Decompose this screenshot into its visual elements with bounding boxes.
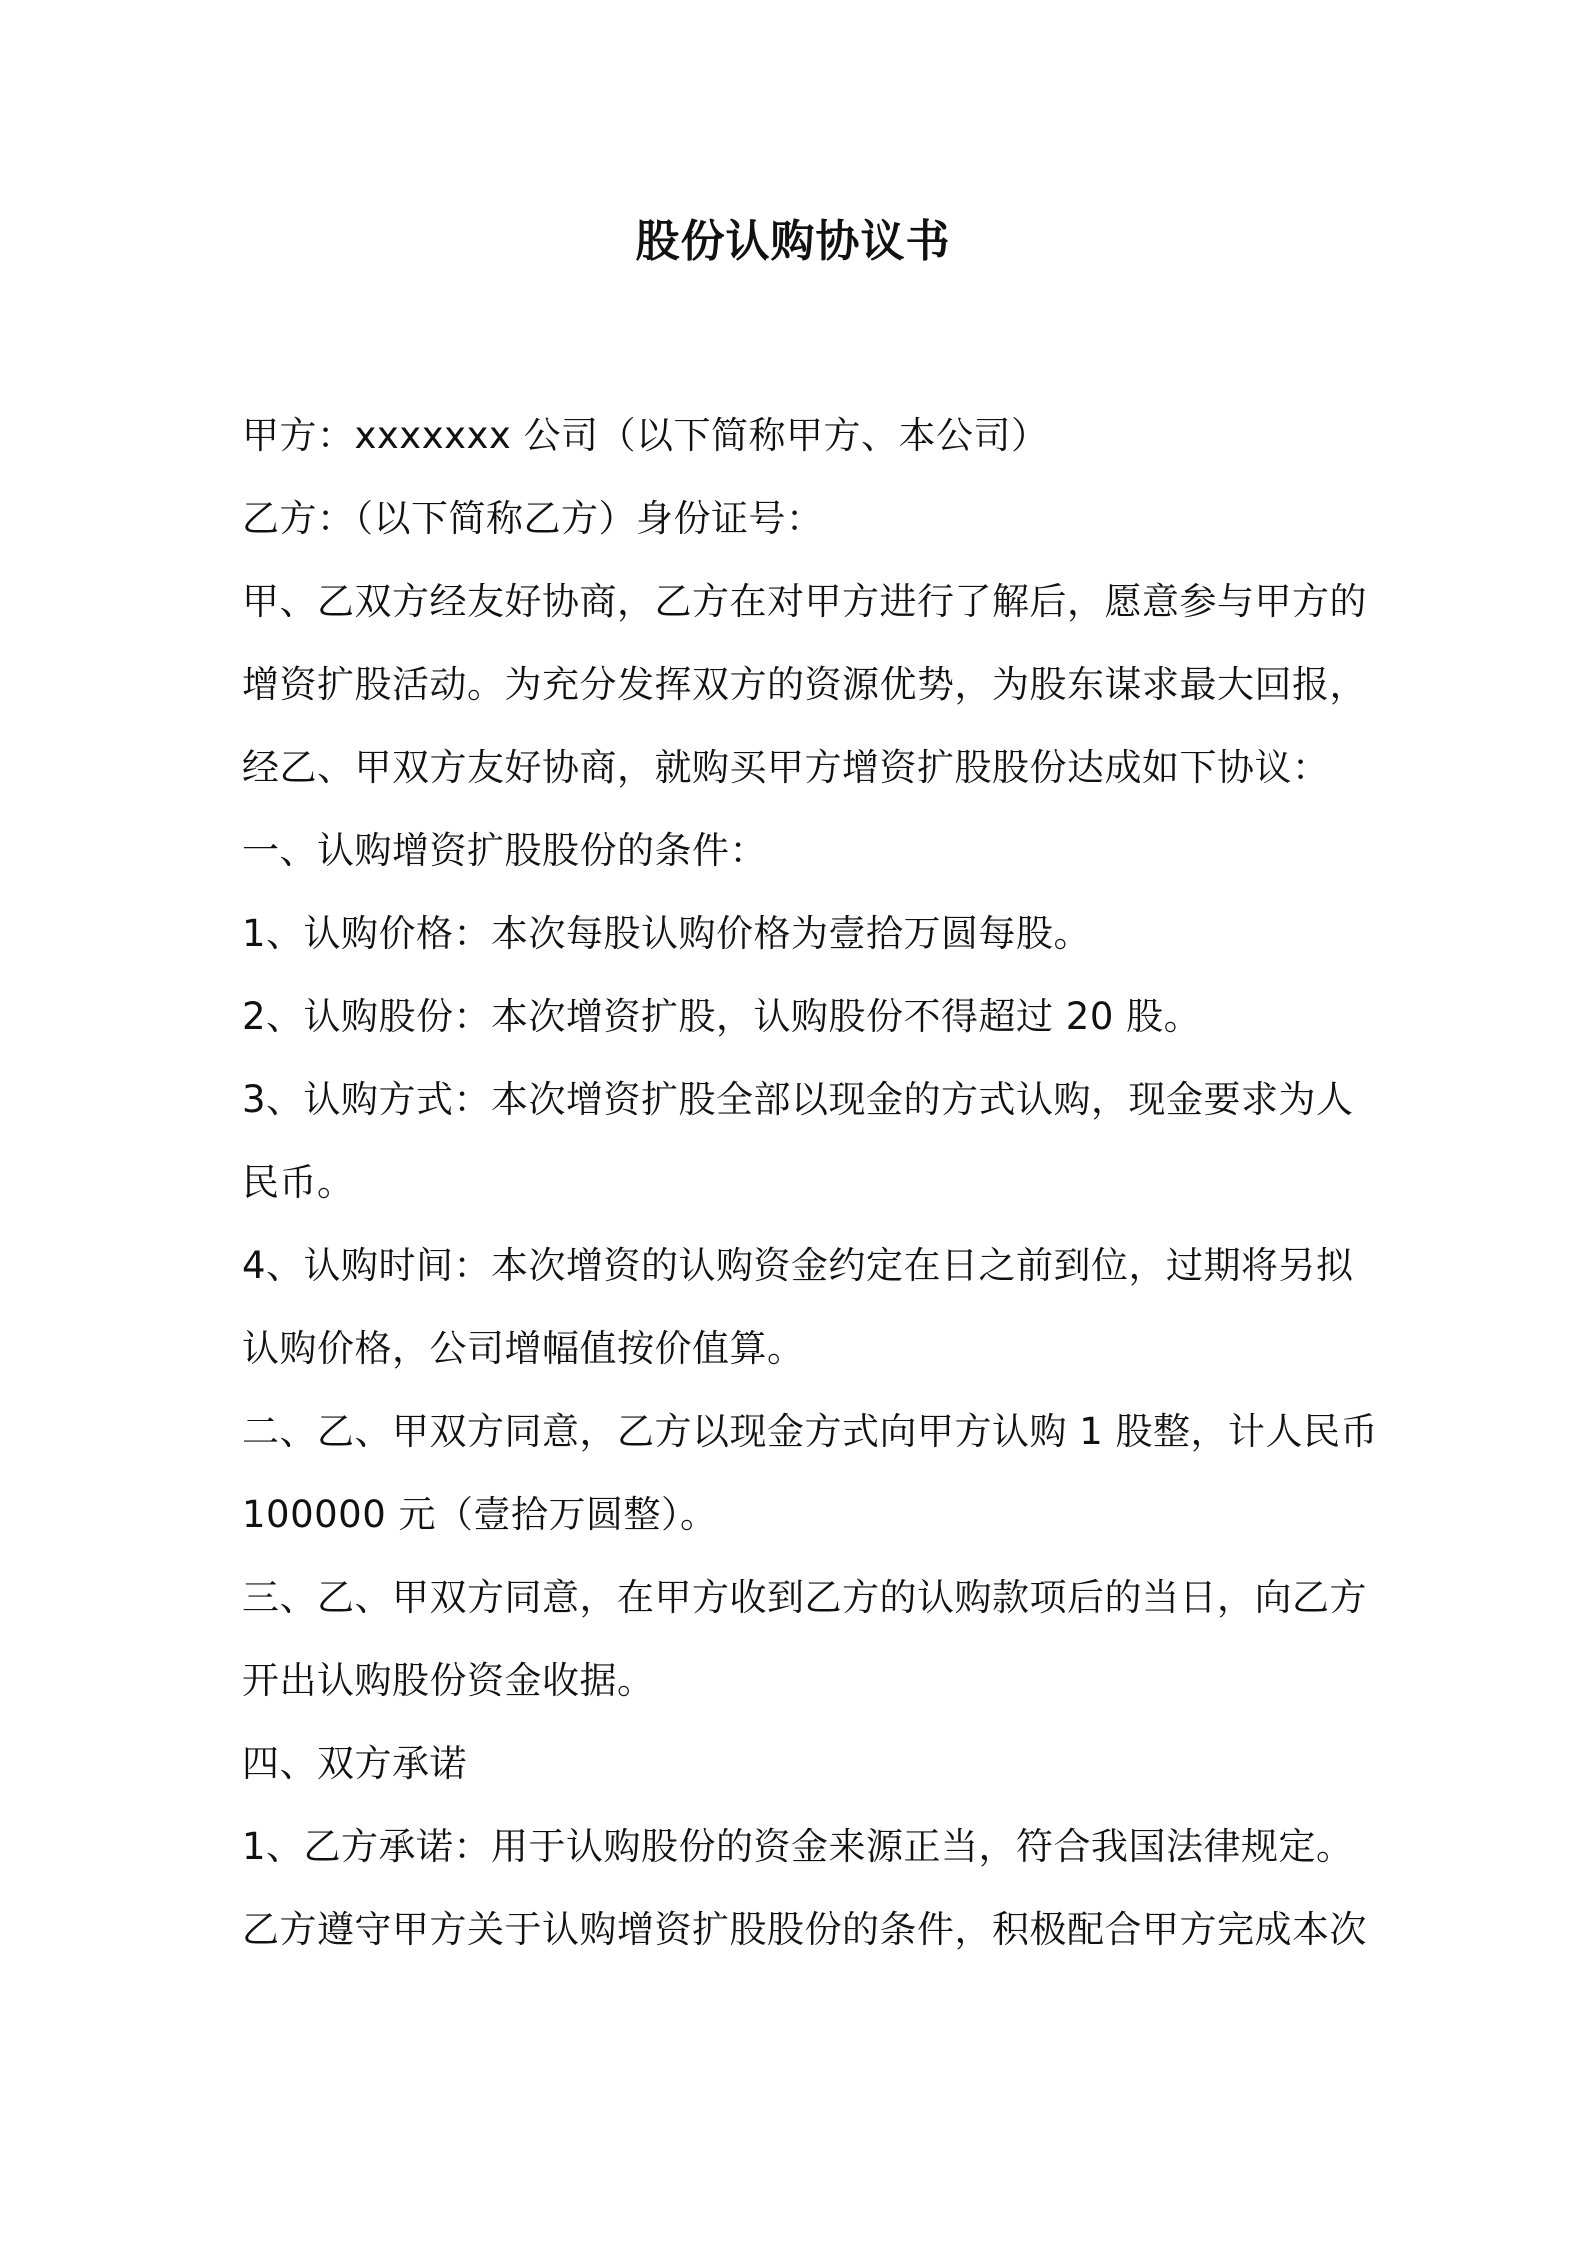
section-4-heading: 四、双方承诺 bbox=[242, 1742, 467, 1785]
clause-4-1: 1、乙方承诺：用于认购股份的资金来源正当，符合我国法律规定。 bbox=[242, 1825, 1354, 1868]
document-body bbox=[242, 404, 1379, 1981]
party-b-line: 乙方：（以下简称乙方）身份证号： bbox=[242, 497, 824, 540]
clause-4-1-continued: 乙方遵守甲方关于认购增资扩股股份的条件，积极配合甲方完成本次 bbox=[242, 1908, 1367, 1951]
clause-1-4-line-2: 认购价格，公司增幅值按价值算。 bbox=[242, 1327, 805, 1370]
clause-1-3-line-2: 民币。 bbox=[242, 1161, 355, 1204]
section-1-heading: 一、认购增资扩股股份的条件： bbox=[242, 829, 767, 872]
clause-1-2: 2、认购股份：本次增资扩股，认购股份不得超过 20 股。 bbox=[242, 995, 1202, 1038]
clause-1-3-line-1: 3、认购方式：本次增资扩股全部以现金的方式认购，现金要求为人 bbox=[242, 1078, 1354, 1121]
section-3-line-2: 开出认购股份资金收据。 bbox=[242, 1659, 655, 1702]
section-2-line-2: 100000 元（壹拾万圆整）。 bbox=[242, 1493, 718, 1536]
document-title: 股份认购协议书 bbox=[635, 216, 951, 267]
clause-1-4-line-1: 4、认购时间：本次增资的认购资金约定在日之前到位，过期将另拟 bbox=[242, 1244, 1354, 1287]
preamble-line-3: 经乙、甲双方友好协商，就购买甲方增资扩股股份达成如下协议： bbox=[242, 746, 1330, 789]
section-3-line-1: 三、乙、甲双方同意，在甲方收到乙方的认购款项后的当日，向乙方 bbox=[242, 1576, 1367, 1619]
clause-1-1: 1、认购价格：本次每股认购价格为壹拾万圆每股。 bbox=[242, 912, 1092, 955]
preamble-line-1: 甲、乙双方经友好协商，乙方在对甲方进行了解后，愿意参与甲方的 bbox=[242, 580, 1367, 623]
preamble-line-2: 增资扩股活动。为充分发挥双方的资源优势，为股东谋求最大回报， bbox=[242, 663, 1367, 706]
party-a-line: 甲方：xxxxxxx 公司（以下简称甲方、本公司） bbox=[242, 414, 1049, 457]
section-2-line-1: 二、乙、甲双方同意，乙方以现金方式向甲方认购 1 股整，计人民币 bbox=[242, 1410, 1379, 1453]
